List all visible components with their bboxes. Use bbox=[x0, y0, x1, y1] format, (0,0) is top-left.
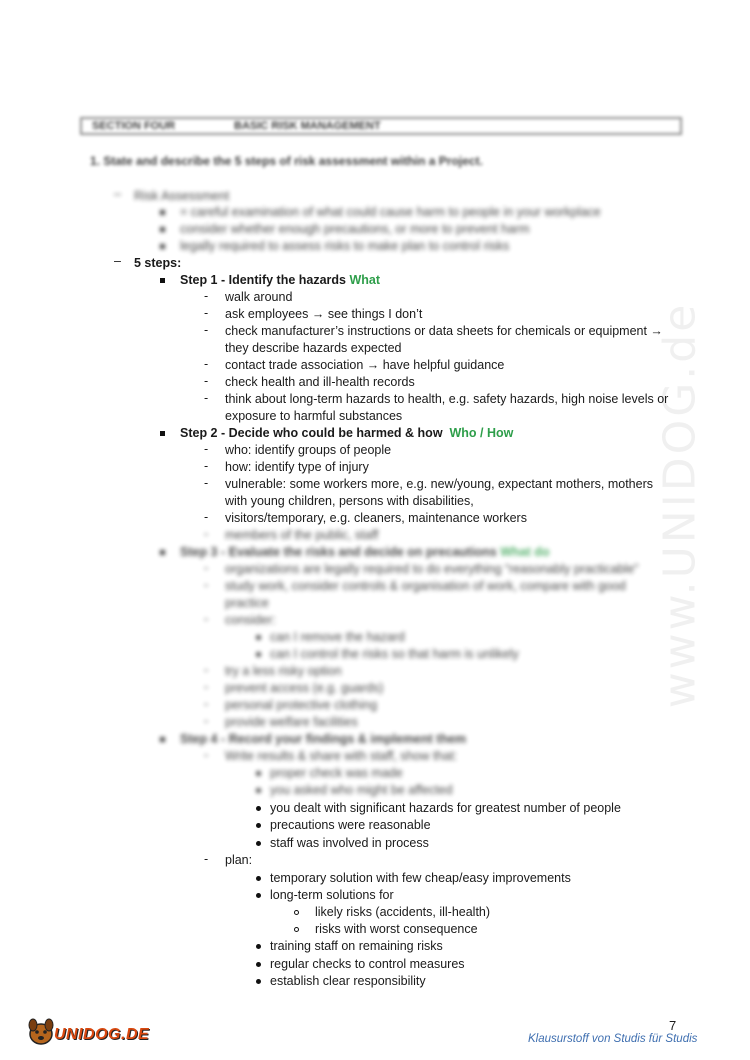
steps-heading: 5 steps: bbox=[134, 256, 182, 270]
section-header-box bbox=[80, 117, 682, 135]
step1-item: think about long-term hazards to health, e.g. safety hazards, high noise levels or bbox=[225, 392, 669, 406]
step1-heading: Step 1 - Identify the hazards What bbox=[180, 273, 381, 287]
step3-item: prevent access (e.g. guards) bbox=[225, 681, 384, 695]
step3-item: personal protective clothing bbox=[225, 698, 378, 712]
step1-item: exposure to harmful substances bbox=[225, 409, 403, 423]
step3-item: can I remove the hazard bbox=[270, 630, 405, 644]
step4-heading: Step 4 - Record your findings & implement them bbox=[180, 732, 467, 746]
intro-item: = careful examination of what could cause harm to people in your workplace bbox=[180, 205, 601, 219]
bullet-dot bbox=[256, 893, 261, 898]
bullet-dot bbox=[256, 979, 261, 984]
step2-item: vulnerable: some workers more, e.g. new/young, expectant mothers, mothers bbox=[225, 477, 653, 491]
footer-tagline: Klausurstoff von Studis für Studis bbox=[528, 1033, 698, 1045]
step3-item: study work, consider controls & organisation of work, compare with good bbox=[225, 579, 626, 593]
step1-item: contact trade association → have helpful guidance bbox=[225, 358, 505, 372]
step3-item: try a less risky option bbox=[225, 664, 342, 678]
intro-heading: Risk Assessment bbox=[134, 189, 230, 203]
bullet-square bbox=[160, 431, 165, 436]
intro-item: consider whether enough precautions, or more to prevent harm bbox=[180, 222, 530, 236]
bullet-dot bbox=[256, 944, 261, 949]
step1-item: check manufacturer’s instructions or data sheets for chemicals or equipment → bbox=[225, 324, 663, 338]
step4-item: staff was involved in process bbox=[270, 836, 429, 850]
step4-item: temporary solution with few cheap/easy improvements bbox=[270, 871, 571, 885]
step4-item: proper check was made bbox=[270, 766, 403, 780]
step2-item: with young children, persons with disabilities, bbox=[225, 494, 474, 508]
page-number: 7 bbox=[669, 1018, 677, 1033]
bullet-circle bbox=[294, 927, 299, 932]
step2-item: visitors/temporary, e.g. cleaners, maintenance workers bbox=[225, 511, 527, 525]
step4-item: likely risks (accidents, ill-health) bbox=[315, 905, 491, 919]
question-heading: 1. State and describe the 5 steps of risk assessment within a Project. bbox=[90, 154, 483, 168]
unidog-logo: UNIDOG.DE bbox=[24, 1014, 154, 1048]
step1-item: check health and ill-health records bbox=[225, 375, 415, 389]
bullet-dot bbox=[256, 841, 261, 846]
step2-item: who: identify groups of people bbox=[225, 443, 392, 457]
step4-item: long-term solutions for bbox=[270, 888, 394, 902]
step4-item: establish clear responsibility bbox=[270, 974, 426, 988]
intro-item: legally required to assess risks to make plan to control risks bbox=[180, 239, 510, 253]
section-title: BASIC RISK MANAGEMENT bbox=[234, 120, 381, 132]
step3-item: provide welfare facilities bbox=[225, 715, 358, 729]
step4-item: plan: bbox=[225, 853, 253, 867]
bullet-dot bbox=[256, 962, 261, 967]
step3-item: practice bbox=[225, 596, 269, 610]
step2-item: members of the public, staff bbox=[225, 528, 379, 542]
step4-item: precautions were reasonable bbox=[270, 818, 431, 832]
step4-item: you dealt with significant hazards for greatest number of people bbox=[270, 801, 621, 815]
step1-item: walk around bbox=[225, 290, 293, 304]
bullet-dot bbox=[256, 876, 261, 881]
step2-item: how: identify type of injury bbox=[225, 460, 369, 474]
step4-item: regular checks to control measures bbox=[270, 957, 465, 971]
bullet-dot bbox=[256, 823, 261, 828]
step3-heading: Step 3 - Evaluate the risks and decide on precautions What do bbox=[180, 545, 550, 559]
step4-item: you asked who might be affected bbox=[270, 783, 453, 797]
step3-item: consider: bbox=[225, 613, 276, 627]
watermark: www.UNIDOG.de bbox=[654, 301, 706, 709]
step4-item: training staff on remaining risks bbox=[270, 939, 443, 953]
step3-item: organizations are legally required to do everything “reasonably practicable” bbox=[225, 562, 639, 576]
step4-item: Write results & share with staff, show that: bbox=[225, 749, 458, 763]
step4-item: risks with worst consequence bbox=[315, 922, 478, 936]
bullet-square bbox=[160, 278, 165, 283]
step1-item: they describe hazards expected bbox=[225, 341, 402, 355]
step2-heading: Step 2 - Decide who could be harmed & how Who / How bbox=[180, 426, 514, 440]
step1-item: ask employees → see things I don’t bbox=[225, 307, 423, 321]
document-page: www.UNIDOG.de SECTION FOUR BASIC RISK MANAGEMENT 1. State and describe the 5 steps of risk assessment within a Project. – Risk Assessment = careful examination of what could cause harm to people in your workplace consider whether enough precautions, or more to prevent harm legally required to assess risks to make plan to control risks – 5 steps: Step 1 - Identify the hazards What - walk around - ask employees → see things I don’t - check manufacturer’s instructions or data sheets for chemicals or equipment → they describe hazards expected - contact trade association → have helpful guidance - check health and ill-health records - think about long-term hazards to health, e.g. safety hazards, high noise levels or exposure to harmful substances Step 2 - Decide who could be harmed & how Who / How - who: identify groups of people - how: identify type of injury - vulnerable: some workers more, e.g. new/young, expectant mothers, mothers with young children, persons with disabilities, - visitors/temporary, e.g. cleaners, maintenance workers - members of the public, staff Step 3 - Evaluate the risks and decide on precautions What do - organizations are legally required to do everything “reasonably practicable” - study work, consider controls & organisation of work, compare with good practice - consider: can I remove the hazard can I control the risks so that harm is unlikely - try a less risky option - prevent access (e.g. guards) - personal protective clothing - provide welfare facilities Step 4 - Record your findings & implement them - Write results & share with staff, show that: proper check was made you asked who might be affected you dealt with significant hazards for greatest number of people precautions were reasonable staff was involved in process - plan: temporary solution with few cheap/easy improvements long-term solutions for likely risks (accidents, ill-health) risks with worst consequence training staff on remaining risks regular checks to control measures establish clear responsibility UNIDOG.DE 7 Klausurstoff von Studis für Studis bbox=[0, 0, 750, 1060]
step3-item: can I control the risks so that harm is unlikely bbox=[270, 647, 519, 661]
section-label: SECTION FOUR bbox=[92, 120, 176, 132]
dog-icon bbox=[24, 1014, 58, 1048]
bullet-circle bbox=[294, 910, 299, 915]
bullet-dot bbox=[256, 806, 261, 811]
